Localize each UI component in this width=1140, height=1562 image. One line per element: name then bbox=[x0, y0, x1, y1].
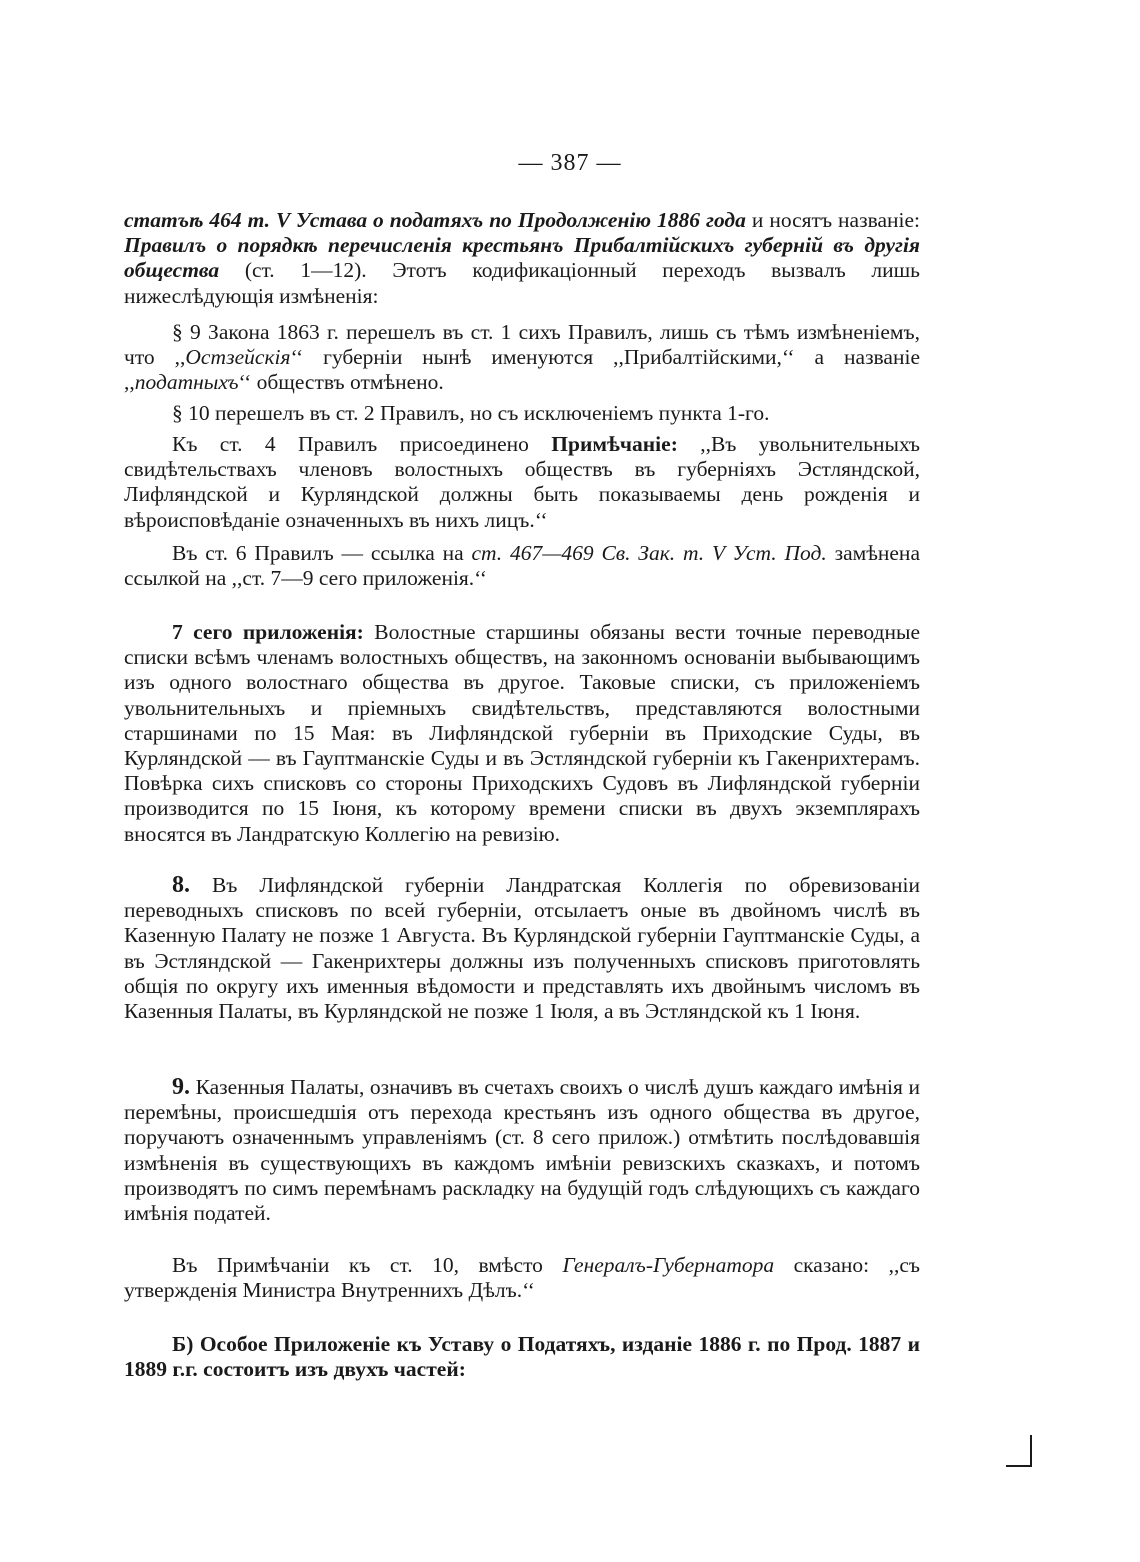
intro-italic-1: статъѣ 464 т. V Устава о податяхъ по Продолженію 1886 года bbox=[124, 208, 746, 232]
st4-text-1: Къ ст. 4 Правилъ присоединено bbox=[172, 432, 552, 456]
paragraph-article-10 bbox=[124, 1253, 920, 1303]
p7-text: Волостные старшины обязаны вести точные переводные списки всѣмъ членамъ волостныхъ обществъ, на законномъ основаніи выбывающимъ изъ одного волостнаго общества въ другое. Таковые списки, съ приложеніемъ увольнительныхъ и пріемныхъ свидѣтельствъ, представляются волостными старшинами по 15 Мая: въ Лифляндской губерніи въ Приходские Суды, въ Курляндской — въ Гауптманскіе Суды и въ Эстляндской губерніи къ Гакенрихтерамъ. Повѣрка сихъ списковъ со стороны Приходскихъ Судовъ въ Лифляндской губерніи производится по 15 Іюня, къ которому времени списки въ двухъ экземплярахъ вносятся въ Ландратскую Коллегію на ревизію. bbox=[124, 620, 920, 846]
intro-paragraph bbox=[124, 208, 920, 309]
paragraph-article-4 bbox=[124, 432, 920, 533]
corner-mark bbox=[1030, 1435, 1032, 1467]
st6-text-1: Въ ст. 6 Правилъ — ссылка на bbox=[172, 541, 472, 565]
par9-text-2: ‘‘ губерніи нынѣ именуются ,,Прибалтійскими,‘‘ а названіе ,, bbox=[124, 345, 920, 395]
st6-italic-1: ст. 467—469 Св. Зак. т. V Уст. Под. bbox=[471, 541, 827, 565]
paragraph-section-b: Б) Особое Приложеніе къ Уставу о Податяхъ, изданіе 1886 г. по Прод. 1887 и 1889 г.г. состоитъ изъ двухъ частей: bbox=[124, 1332, 920, 1382]
st10-text-2: сказано: ,,съ утвержденія Министра Внутреннихъ Дѣлъ.‘‘ bbox=[124, 1253, 920, 1303]
paragraph-article-9 bbox=[124, 1075, 920, 1226]
st6-text-2: замѣнена ссылкой на ,,ст. 7—9 сего приложенія.‘‘ bbox=[124, 541, 920, 591]
par9-italic-2: податныхъ bbox=[134, 370, 239, 395]
intro-text-1: и носятъ названіе: bbox=[745, 208, 920, 232]
par9-text-1: § 9 Закона 1863 г. перешелъ въ ст. 1 сихъ Правилъ, лишь съ тѣмъ измѣненіемъ, что ,, bbox=[124, 320, 920, 370]
st10-text-1: Въ Примѣчаніи къ ст. 10, вмѣсто bbox=[172, 1253, 563, 1277]
p9-number: 9. bbox=[172, 1074, 190, 1100]
par9-italic-1: Остзейскія bbox=[185, 345, 291, 370]
st10-italic-1: Генералъ-Губернатора bbox=[562, 1253, 775, 1277]
intro-text-2: (ст. 1—12). Этотъ кодификаціонный переходъ вызвалъ лишь нижеслѣдующія измѣненія: bbox=[124, 258, 920, 308]
p8-text: Въ Лифляндской губерніи Ландратская Коллегія по обревизованіи переводныхъ списковъ по всей губерніи, отсылаетъ оные въ двойномъ числѣ въ Казенную Палату не позже 1 Августа. Въ Курляндской губерніи Гауптманскіе Суды, а въ Эстляндской — Гакенрихтеры должны изъ полученныхъ списковъ приготовлять общія по округу ихъ именныя вѣдомости и представлять ихъ двойнымъ числомъ въ Казенныя Палаты, въ Курляндской не позже 1 Іюля, а въ Эстляндской къ 1 Іюня. bbox=[124, 873, 920, 1024]
paragraph-section-10: § 10 перешелъ въ ст. 2 Правилъ, но съ исключеніемъ пункта 1-го. bbox=[172, 401, 770, 425]
p9-text: Казенныя Палаты, означивъ въ счетахъ своихъ о числѣ душъ каждаго имѣнія и перемѣны, происшедшія отъ перехода крестьянъ изъ одного общества въ другое, поручаютъ означеннымъ управленіямъ (ст. 8 сего прилож.) отмѣтить послѣдовавшія измѣненія въ существующихъ въ каждомъ имѣніи ревизскихъ сказкахъ, и потомъ производятъ по симъ перемѣнамъ раскладку на будущій годъ слѣдующихъ съ каждаго имѣнія податей. bbox=[124, 1075, 920, 1226]
par9-text-3: ‘‘ обществъ отмѣнено. bbox=[238, 370, 444, 395]
paragraph-section-9 bbox=[124, 320, 920, 396]
intro-italic-2: Правилъ о порядкѣ перечисленія крестьянъ Прибалтійскихъ губерній въ другія общества bbox=[124, 233, 920, 283]
paragraph-article-7 bbox=[124, 620, 920, 847]
p8-number: 8. bbox=[172, 872, 190, 898]
st4-bold-1: Примѣчаніе: bbox=[551, 432, 678, 456]
paragraph-article-8 bbox=[124, 873, 920, 1024]
paragraph-article-6 bbox=[124, 541, 920, 591]
st4-text-2: ,,Въ увольнительныхъ свидѣтельствахъ членовъ волостныхъ обществъ въ губерніяхъ Эстляндской, Лифляндской и Курляндской должны быть показываемы день рожденія и вѣроисповѣданіе означенныхъ въ нихъ лицъ.‘‘ bbox=[124, 432, 920, 532]
page-number: — 387 — bbox=[518, 150, 622, 176]
p7-lead: 7 сего приложенія: bbox=[172, 620, 375, 644]
